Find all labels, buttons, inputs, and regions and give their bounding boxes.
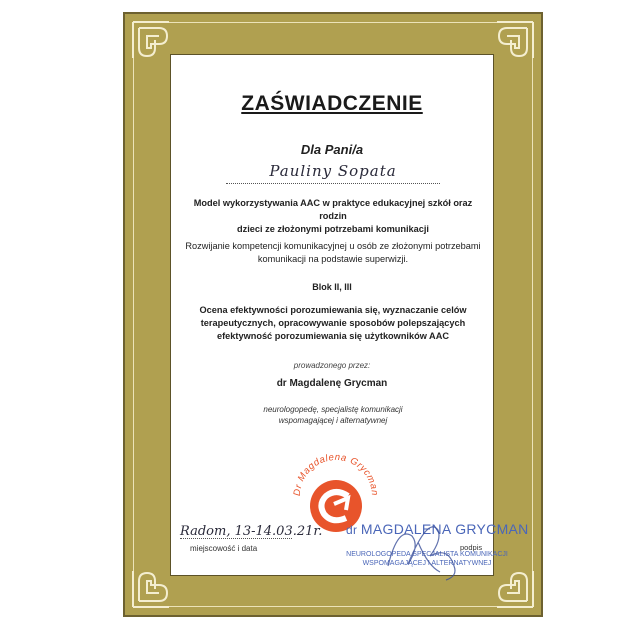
recipient-label: Dla Pani/a (300, 142, 364, 157)
place-date-label: miejscowość i data (190, 544, 258, 553)
place-date: Radom, 13-14.03.21r. (180, 524, 323, 539)
stamp-last-name: GRYCMAN (455, 521, 529, 537)
stamp-prefix: dr (346, 523, 358, 537)
signature-label: podpis (460, 543, 483, 552)
place-date-dotted-line (180, 538, 292, 539)
course-title-line: Model wykorzystywania AAC w praktyce edukacyjnej szkół oraz rodzin (193, 198, 473, 221)
instructor-role (180, 404, 486, 426)
course-title (180, 197, 486, 236)
instructor-name: dr Magdalenę Grycman (276, 378, 388, 389)
course-subtitle-line: komunikacji na podstawie superwizji. (257, 254, 409, 264)
recipient-name: Pauliny Sopata (269, 162, 397, 180)
instructor-role-line: wspomagającej i alternatywnej (278, 416, 388, 425)
recipient-dotted-line (226, 183, 440, 184)
certificate-title: ZAŚWIADCZENIE (241, 92, 423, 115)
course-subtitle (180, 240, 486, 266)
stamp-description-line: WSPOMAGAJĄCEJ I ALTERNATYWNEJ (362, 560, 492, 567)
course-topic-line: terapeutycznych, opracowywanie sposobów polepszających (200, 318, 466, 328)
course-topic-line: Ocena efektywności porozumiewania się, wyznaczanie celów (199, 305, 467, 315)
stamp-description-line: NEUROLOGOPEDA SPECJALISTA KOMUNIKACJI (346, 551, 508, 558)
logo-arc-text: Dr Magdalena Grycman (291, 451, 381, 497)
course-title-line: dzieci ze złożonymi potrzebami komunikacji (237, 224, 429, 234)
course-subtitle-line: Rozwijanie kompetencji komunikacyjnej u osób ze złożonymi potrzebami (185, 241, 481, 251)
conducted-by-label: prowadzonego przez: (293, 361, 371, 370)
stamp-first-name: MAGDALENA (360, 521, 452, 537)
instructor-role-line: neurologopedę, specjalistę komunikacji (263, 405, 403, 414)
course-topic (180, 304, 486, 343)
course-block: Blok II, III (312, 282, 352, 292)
course-topic-line: efektywność porozumiewania się użytkowników AAC (217, 331, 449, 341)
handwritten-signature-icon (368, 506, 478, 586)
